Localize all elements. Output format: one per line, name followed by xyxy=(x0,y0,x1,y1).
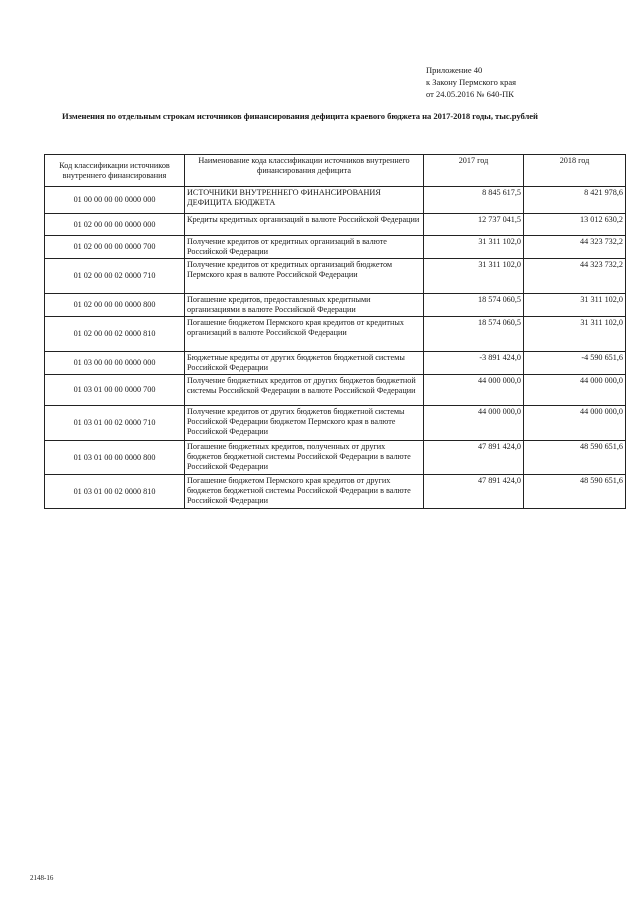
row-value-2017: 47 891 424,0 xyxy=(424,475,524,509)
header-name: Наименование кода классификации источников внутреннего финансирования дефицита xyxy=(185,155,424,187)
appendix-line-2: к Закону Пермского края xyxy=(426,77,517,87)
table-header-row xyxy=(45,155,626,187)
appendix-reference xyxy=(426,64,516,100)
row-value-2018: 13 012 630,2 xyxy=(524,214,626,236)
row-name: Бюджетные кредиты от других бюджетов бюджетной системы Российской Федерации xyxy=(185,352,424,375)
row-value-2017: 18 574 060,5 xyxy=(424,294,524,317)
row-name: ИСТОЧНИКИ ВНУТРЕННЕГО ФИНАНСИРОВАНИЯ ДЕФИЦИТА БЮДЖЕТА xyxy=(185,187,424,214)
table-row xyxy=(45,475,626,509)
financing-sources-table xyxy=(44,154,626,509)
table-row xyxy=(45,236,626,259)
row-name: Получение бюджетных кредитов от других бюджетов бюджетной системы Российской Федерации в валюте Российской Федерации xyxy=(185,375,424,406)
header-2017: 2017 год xyxy=(424,155,524,187)
row-value-2017: 12 737 041,5 xyxy=(424,214,524,236)
row-value-2018: 44 000 000,0 xyxy=(524,375,626,406)
row-code: 01 02 00 00 02 0000 710 xyxy=(45,259,185,294)
row-value-2018: 48 590 651,6 xyxy=(524,475,626,509)
row-name: Погашение бюджетом Пермского края кредитов от других бюджетов бюджетной системы Российской Федерации в валюте Российской Федерации xyxy=(185,475,424,509)
header-2018: 2018 год xyxy=(524,155,626,187)
row-value-2018: 44 323 732,2 xyxy=(524,236,626,259)
row-name: Получение кредитов от кредитных организаций бюджетом Пермского края в валюте Российской Федерации xyxy=(185,259,424,294)
row-name: Погашение бюджетом Пермского края кредитов от кредитных организаций в валюте Российской Федерации xyxy=(185,317,424,352)
row-name: Погашение кредитов, предоставленных кредитными организациями в валюте Российской Федерации xyxy=(185,294,424,317)
row-value-2017: 8 845 617,5 xyxy=(424,187,524,214)
table-row xyxy=(45,294,626,317)
table-row xyxy=(45,406,626,441)
appendix-line-3: от 24.05.2016 № 640-ПК xyxy=(426,89,514,99)
row-value-2018: 8 421 978,6 xyxy=(524,187,626,214)
document-title: Изменения по отдельным строкам источников финансирования дефицита краевого бюджета на 2017-2018 годы, тыс.рублей xyxy=(62,111,538,121)
row-value-2017: -3 891 424,0 xyxy=(424,352,524,375)
row-name: Кредиты кредитных организаций в валюте Российской Федерации xyxy=(185,214,424,236)
row-code: 01 03 00 00 00 0000 000 xyxy=(45,352,185,375)
appendix-line-1: Приложение 40 xyxy=(426,65,483,75)
row-code: 01 03 01 00 02 0000 810 xyxy=(45,475,185,509)
table-row xyxy=(45,441,626,475)
row-name: Получение кредитов от других бюджетов бюджетной системы Российской Федерации бюджетом Пермского края в валюте Российской Федерации xyxy=(185,406,424,441)
table-row xyxy=(45,375,626,406)
row-value-2017: 31 311 102,0 xyxy=(424,259,524,294)
row-code: 01 03 01 00 00 0000 800 xyxy=(45,441,185,475)
table-body xyxy=(45,187,626,509)
table-row xyxy=(45,187,626,214)
table-row xyxy=(45,259,626,294)
row-name: Получение кредитов от кредитных организаций в валюте Российской Федерации xyxy=(185,236,424,259)
row-value-2017: 18 574 060,5 xyxy=(424,317,524,352)
row-value-2017: 44 000 000,0 xyxy=(424,406,524,441)
row-code: 01 00 00 00 00 0000 000 xyxy=(45,187,185,214)
row-code: 01 02 00 00 00 0000 800 xyxy=(45,294,185,317)
row-value-2018: 31 311 102,0 xyxy=(524,317,626,352)
row-value-2018: 48 590 651,6 xyxy=(524,441,626,475)
row-code: 01 02 00 00 02 0000 810 xyxy=(45,317,185,352)
row-value-2018: -4 590 651,6 xyxy=(524,352,626,375)
row-value-2018: 44 323 732,2 xyxy=(524,259,626,294)
table-row xyxy=(45,317,626,352)
table-row xyxy=(45,352,626,375)
row-code: 01 02 00 00 00 0000 700 xyxy=(45,236,185,259)
row-name: Погашение бюджетных кредитов, полученных от других бюджетов бюджетной системы Российской Федерации в валюте Российской Федерации xyxy=(185,441,424,475)
row-value-2017: 31 311 102,0 xyxy=(424,236,524,259)
row-code: 01 03 01 00 02 0000 710 xyxy=(45,406,185,441)
footer-document-code: 2148-16 xyxy=(30,874,54,882)
table-row xyxy=(45,214,626,236)
row-value-2017: 44 000 000,0 xyxy=(424,375,524,406)
header-code: Код классификации источников внутреннего финансирования xyxy=(45,155,185,187)
row-code: 01 02 00 00 00 0000 000 xyxy=(45,214,185,236)
row-code: 01 03 01 00 00 0000 700 xyxy=(45,375,185,406)
row-value-2018: 44 000 000,0 xyxy=(524,406,626,441)
row-value-2017: 47 891 424,0 xyxy=(424,441,524,475)
row-value-2018: 31 311 102,0 xyxy=(524,294,626,317)
